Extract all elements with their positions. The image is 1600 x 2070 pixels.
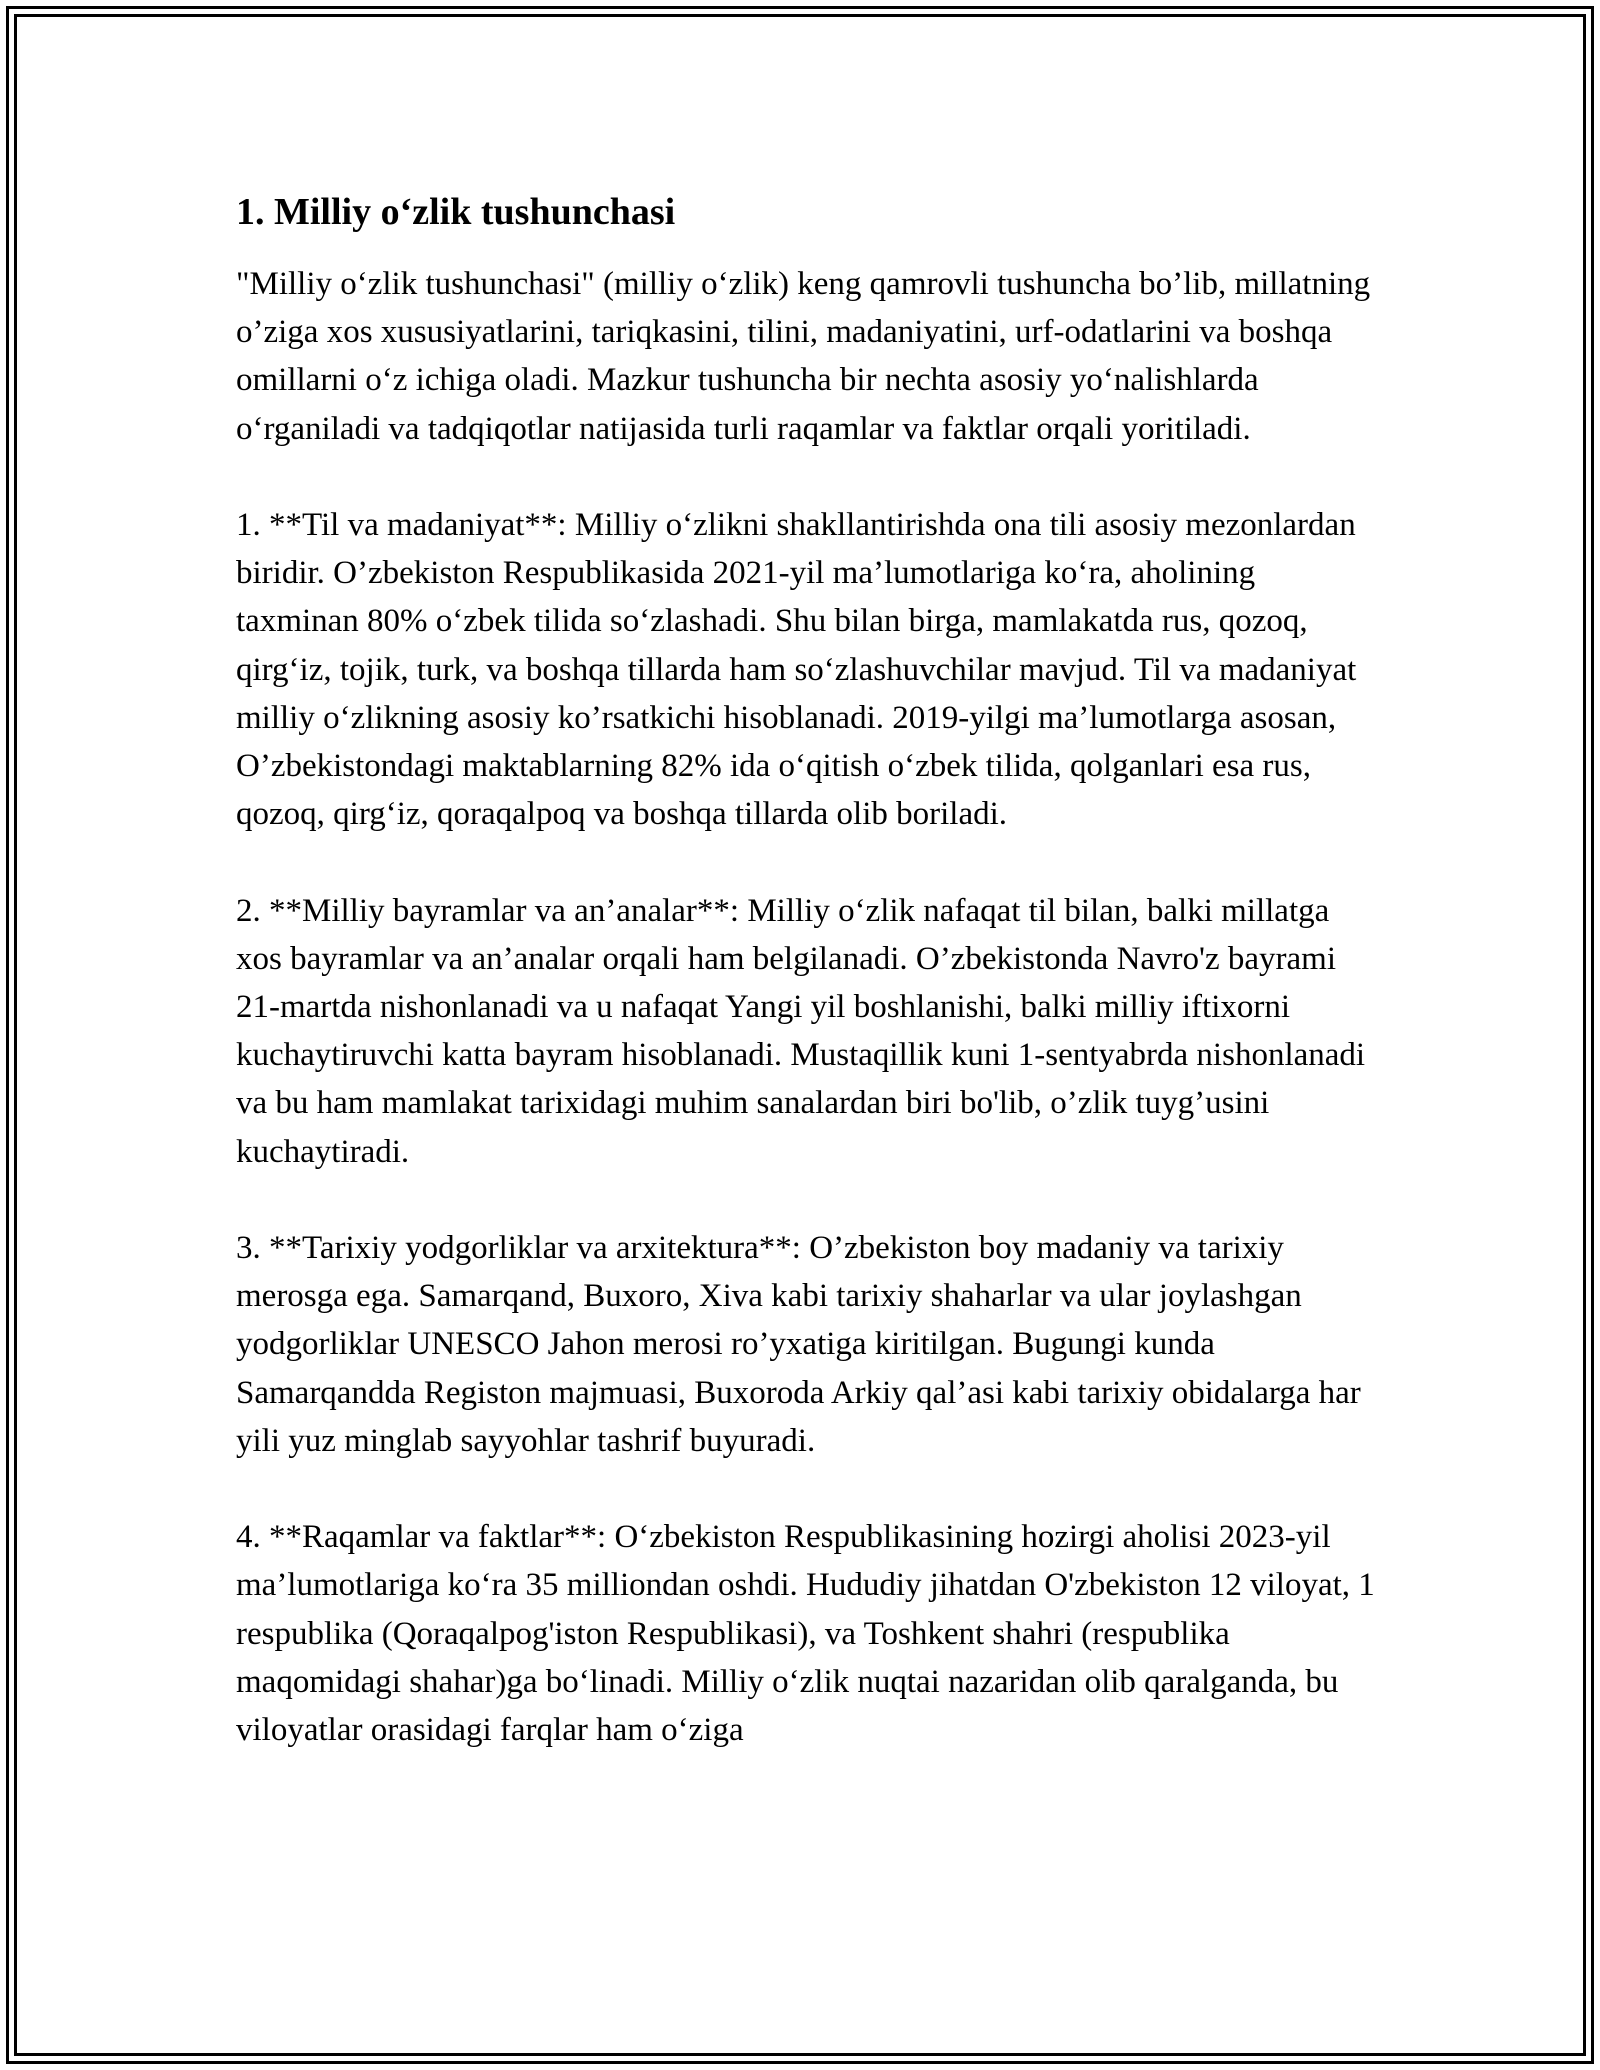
paragraph-historical-monuments: 3. **Tarixiy yodgorliklar va arxitektura**: O’zbekiston boy madaniy va tarixiy merosga ega. Samarqand, Buxoro, Xiva kabi tarixiy shaharlar va ular joylashgan yodgorliklar UNESCO Jahon merosi ro’yxatiga kiritilgan. Bugungi kunda Samarqandda Registon majmuasi, Buxoroda Arkiy qal’asi kabi tarixiy obidalarga har yili yuz minglab sayyohlar tashrif buyuradi. — [236, 1230, 1361, 1459]
intro-paragraph: "Milliy o‘zlik tushunchasi" (milliy o‘zlik) keng qamrovli tushuncha bo’lib, millatning o’ziga xos xususiyatlarini, tariqkasini, tilini, madaniyatini, urf-odatlarini va boshqa omillarni o‘z ichiga oladi. Mazkur tushuncha bir nechta asosiy yo‘nalishlarda o‘rganiladi va tadqiqotlar natijasida turli raqamlar va faktlar orqali yoritiladi. — [236, 266, 1371, 447]
paragraph-holidays-traditions: 2. **Milliy bayramlar va an’analar**: Milliy o‘zlik nafaqat til bilan, balki millatga xos bayramlar va an’analar orqali ham belgilanadi. O’zbekistonda Navro'z bayrami 21-martda nishonlanadi va u nafaqat Yangi yil boshlanishi, balki milliy iftixorni kuchaytiruvchi katta bayram hisoblanadi. Mustaqillik kuni 1-sentyabrda nishonlanadi va bu ham mamlakat tarixidagi muhim sanalardan biri bo'lib, o’zlik tuyg’usini kuchaytiradi. — [236, 892, 1366, 1170]
section-heading: 1. Milliy o‘zlik tushunchasi — [236, 191, 676, 233]
paragraph-language-culture: 1. **Til va madaniyat**: Milliy o‘zlikni shakllantirishda ona tili asosiy mezonlardan biridir. O’zbekiston Respublikasida 2021-yil ma’lumotlariga ko‘ra, aholining taxminan 80% o‘zbek tilida so‘zlashadi. Shu bilan birga, mamlakatda rus, qozoq, qirg‘iz, tojik, turk, va boshqa tillarda ham so‘zlashuvchilar mavjud. Til va madaniyat milliy o‘zlikning asosiy ko’rsatkichi hisoblanadi. 2019-yilgi ma’lumotlarga asosan, O’zbekistondagi maktablarning 82% ida o‘qitish o‘zbek tilida, qolganlari esa rus, qozoq, qirg‘iz, qoraqalpoq va boshqa tillarda olib boriladi. — [236, 507, 1357, 833]
document-body — [236, 186, 1376, 1802]
paragraph-numbers-facts: 4. **Raqamlar va faktlar**: O‘zbekiston Respublikasining hozirgi aholisi 2023-yil ma’lumotlariga ko‘ra 35 milliondan oshdi. Hududiy jihatdan O'zbekiston 12 viloyat, 1 respublika (Qoraqalpog'iston Respublikasi), va Toshkent shahri (respublika maqomidagi shahar)ga bo‘linadi. Milliy o‘zlik nuqtai nazaridan olib qaralganda, bu viloyatlar orasidagi farqlar ham o‘ziga — [236, 1519, 1375, 1749]
